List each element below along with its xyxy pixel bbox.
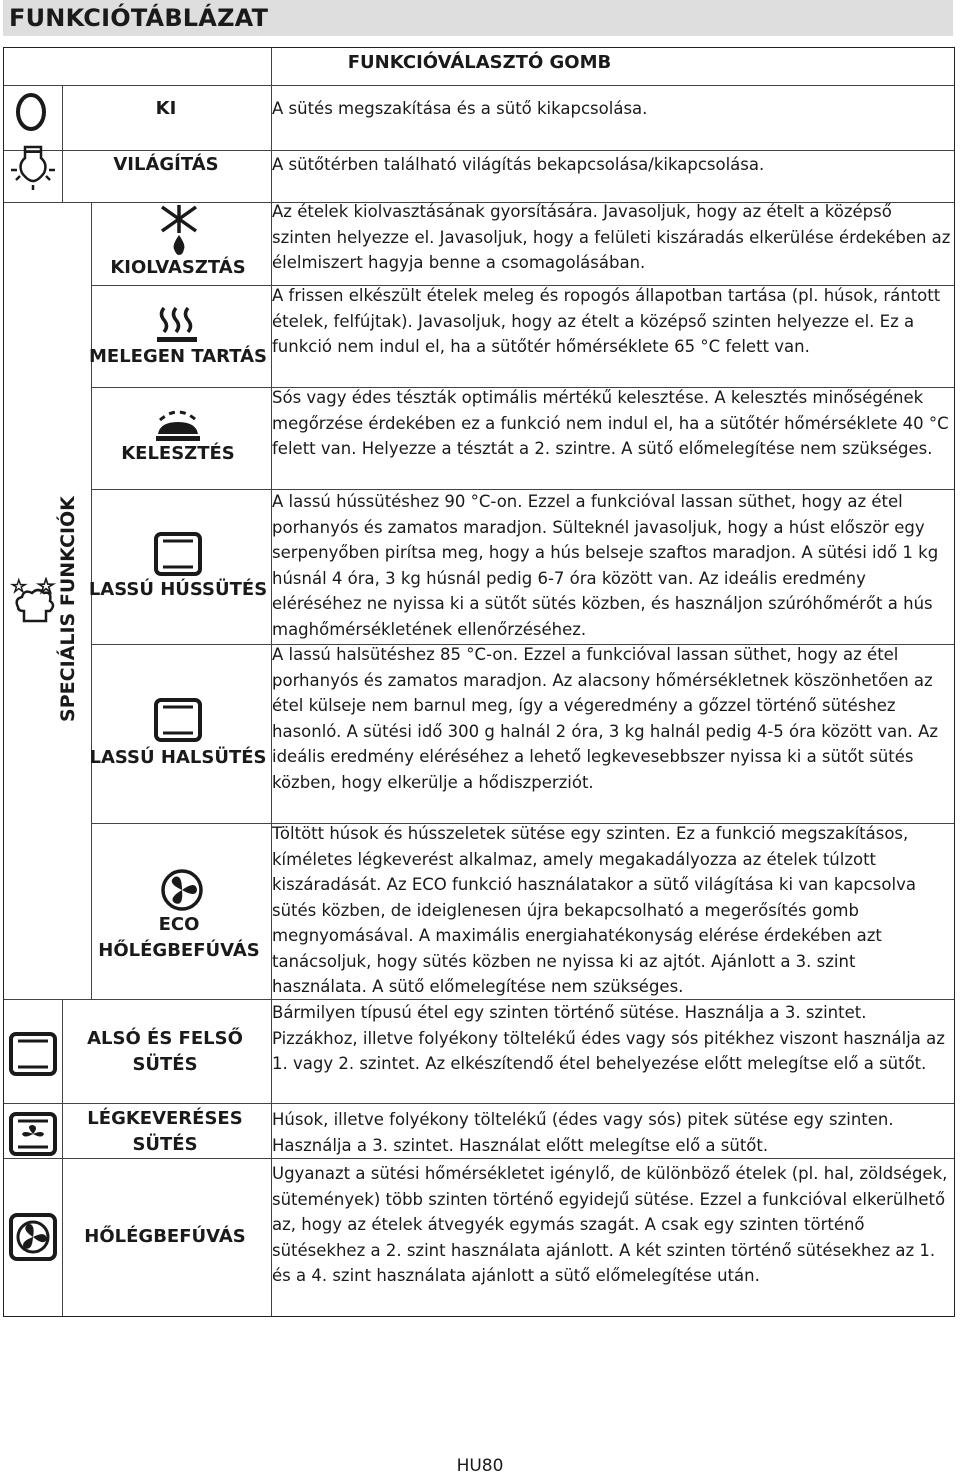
function-desc-also-es-felso-sutes: Bármilyen típusú étel egy szinten történő sütése. Használja a 3. szintet. Pizzákhoz, illetve folyékony töltelékű édes vagy sós pitékhez viszont használja az 1. vagy 2. szintet. Az elkészítendő étel behelyezése előtt melegítse elő a sütőt. bbox=[272, 1003, 945, 1073]
function-label-also-es-felso-sutes: ALSÓ ÉS FELSŐ SÜTÉS bbox=[87, 1028, 243, 1075]
group-label-special: SPECIÁLIS FUNKCIÓK bbox=[57, 496, 79, 722]
function-label-ki: KI bbox=[155, 98, 177, 119]
function-desc-kelesztes: Sós vagy édes tészták optimális mértékű kelesztése. A kelesztés minőségének megőrzése érdekében ez a funkció nem indul el, ha a sütőtér hőmérséklete 40 °C felett van. Helyezze a tésztát a 2. szintre. A sütő előmelegítése nem szükséges. bbox=[272, 388, 949, 458]
page-number: HU80 bbox=[456, 1456, 504, 1476]
function-desc-kiolvasztas: Az ételek kiolvasztásának gyorsítására. Javasoljuk, hogy az ételt a középső szinten helyezze el. Javasoljuk, hogy a felületi kiszáradás elkerülése érdekében az élelmiszert hagyja benne a csomagolásában. bbox=[272, 202, 951, 272]
function-desc-melegen-tartas: A frissen elkészült ételek meleg és ropogós állapotban tartása (pl. húsok, rántott ételek, felfújtak). Javasoljuk, hogy az ételt a középső szinten helyezze el. Ez a funkció nem indul el, ha a sütőtér hőmérséklete 65 °C felett van. bbox=[272, 286, 941, 356]
slow-cook-meat-icon bbox=[153, 531, 203, 577]
function-label-lassu-halsutes: LASSÚ HALSÜTÉS bbox=[89, 747, 267, 768]
function-desc-legkevereses-sutes: Húsok, illetve folyékony töltelékű (édes vagy sós) pitek sütése egy szinten. Használja a 3. szintet. Használat előtt melegítse elő a sütőt. bbox=[272, 1110, 894, 1155]
special-functions-icon bbox=[10, 577, 60, 625]
function-label-kiolvasztas: KIOLVASZTÁS bbox=[110, 257, 246, 278]
proofing-icon bbox=[154, 410, 202, 444]
column-header: FUNKCIÓVÁLASZTÓ GOMB bbox=[347, 52, 612, 73]
function-desc-lassu-halsutes: A lassú halsütéshez 85 °C-on. Ezzel a funkcióval lassan süthet, hogy az étel porhanyós és zamatos maradjon. Az alacsony hőmérsékletnek köszönhetően az étel külseje nem barnul meg, így a végeredmény a gőzzel történő sütéshez hasonló. A sütési idő 300 g halnál 2 óra, 3 kg halnál pedig 4-5 óra között van. Az ideális eredmény eléréséhez a lehető legkevesebbszer nyissa ki a sütőt sütés közben, hogy elkerülje a hődiszperziót. bbox=[272, 645, 939, 792]
function-desc-lassu-hussutes: A lassú hússütéshez 90 °C-on. Ezzel a funkcióval lassan süthet, hogy az étel porhanyós és zamatos maradjon. Sülteknél javasoljuk, hogy a húst először egy serpenyőben pirítsa meg, hogy a hús belseje szaftos maradjon. A sütési idő 1 kg húsnál 4 óra, 3 kg húsnál pedig 6-7 óra között van. Az ideális eredmény eléréséhez ne nyissa ki a sütőt sütés közben, és használjon szúróhőmérőt a hús maghőmérsékletének ellenőrzéséhez. bbox=[272, 492, 939, 639]
function-desc-ki: A sütés megszakítása és a sütő kikapcsolása. bbox=[272, 99, 648, 118]
eco-fan-icon bbox=[160, 868, 204, 912]
lamp-icon bbox=[8, 142, 58, 192]
function-label-lassu-hussutes: LASSÚ HÚSSÜTÉS bbox=[88, 579, 268, 600]
function-label-vilagitas: VILÁGÍTÁS bbox=[113, 154, 219, 175]
function-label-eco-hólegbefuvas: ECO HŐLÉGBEFÚVÁS bbox=[98, 914, 260, 961]
function-label-melegen-tartas: MELEGEN TARTÁS bbox=[88, 346, 267, 367]
function-label-legkevereses-sutes: LÉGKEVERÉSES SÜTÉS bbox=[87, 1108, 243, 1155]
top-bottom-heat-icon bbox=[8, 1031, 58, 1077]
convection-bake-icon bbox=[8, 1111, 58, 1157]
function-label-kelesztes: KELESZTÉS bbox=[121, 443, 235, 464]
defrost-icon bbox=[156, 203, 202, 257]
power-off-icon bbox=[14, 92, 48, 132]
function-desc-vilagitas: A sütőtérben található világítás bekapcsolása/kikapcsolása. bbox=[272, 155, 765, 174]
function-desc-eco-holegbefuvas: Töltött húsok és hússzeletek sütése egy szinten. Ez a funkció megszakításos, kíméletes légkeverést alkalmaz, amely megakadályozza az ételek túlzott kiszáradását. Az ECO funkció használatakor a sütő világítása ki van kapcsolva sütés közben, de ideiglenesen újra bekapcsolható a megerősítés gomb megnyomásával. A maximális energiahatékonyság elérése érdekében azt tanácsoljuk, hogy sütés közben ne nyissa ki az ajtót. Ajánlott a 3. szint használata. A sütő előmelegítése nem szükséges. bbox=[272, 824, 916, 996]
keep-warm-icon bbox=[155, 304, 199, 344]
function-label-holegbefuvas: HŐLÉGBEFÚVÁS bbox=[84, 1226, 246, 1247]
page-title: FUNKCIÓTÁBLÁZAT bbox=[3, 0, 953, 36]
slow-cook-fish-icon bbox=[153, 697, 203, 743]
forced-air-icon bbox=[8, 1212, 58, 1262]
function-desc-holegbefuvas: Ugyanazt a sütési hőmérsékletet igénylő, de különböző ételek (pl. hal, zöldségek, sütemények) több szinten történő egyidejű sütése. Ezzel a funkcióval elkerülhető az, hogy az ételek átvegyék egymás szagát. A csak egy szinten történő sütésekhez a 2. szint használata ajánlott. A két szinten történő sütésekhez az 1. és a 4. szint használata ajánlott a sütő előmelegítése után. bbox=[272, 1164, 948, 1285]
